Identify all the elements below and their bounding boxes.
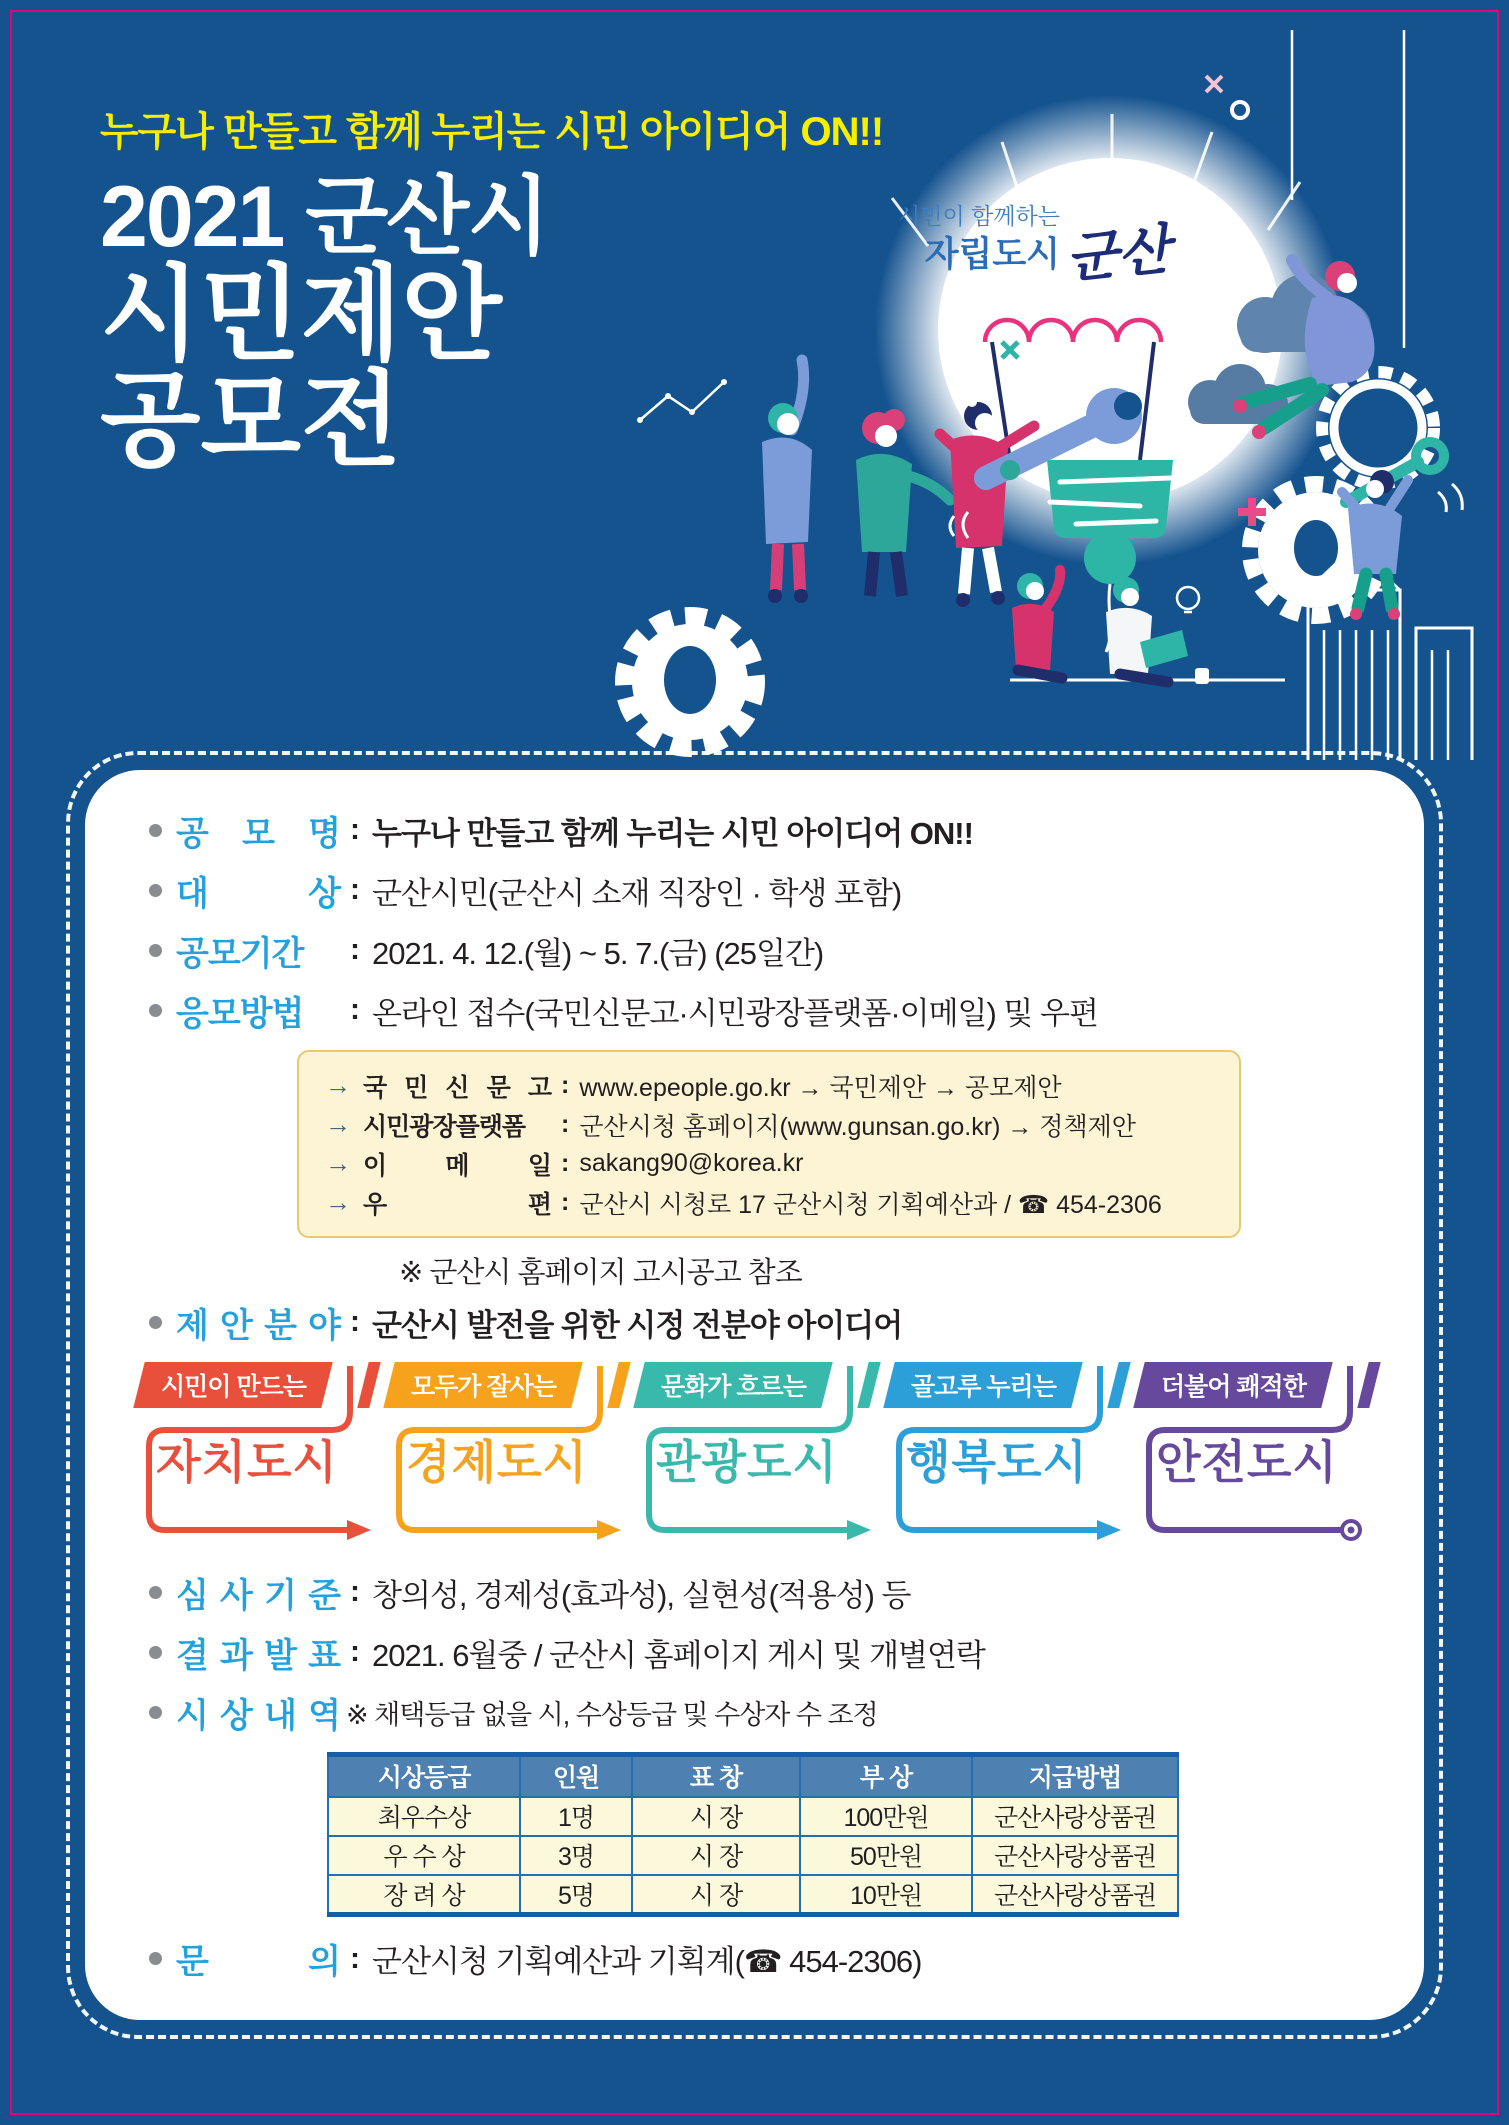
submission-row-epeople: → 국 민 신 문 고 : www.epeople.go.kr → 국민제안 → 공모제안: [325, 1070, 1062, 1102]
results-row: 결 과 발 표 : 2021. 6월중 / 군산시 홈페이지 게시 및 개별연락: [149, 1632, 1368, 1672]
homepage-note: ※ 군산시 홈페이지 고시공고 참조: [399, 1257, 802, 1289]
category-banner-haengbok: [885, 1362, 1118, 1552]
info-row-contest-name: 공 모 명 : 누구나 만들고 함께 누리는 시민 아이디어 ON!!: [149, 810, 1368, 850]
table-row: [328, 1836, 1178, 1875]
table-cell: 시 장: [632, 1797, 800, 1836]
awards-note: ※ 채택등급 없을 시, 수상등급 및 수상자 수 조정: [346, 1699, 878, 1730]
bullet-icon: [149, 1586, 162, 1599]
arrow-icon: →: [325, 1070, 351, 1100]
poster-title: [100, 169, 549, 480]
info-label: 공 모 명: [176, 814, 340, 853]
banner-name: 자치도시: [156, 1436, 338, 1488]
logo-mark: 군산: [1062, 219, 1174, 290]
banner-ribbon: 더불어 쾌적한: [1133, 1362, 1332, 1408]
category-banner-gyeongje: [385, 1362, 618, 1552]
xo-marks-icon: [1206, 76, 1248, 118]
table-cell: 시 장: [632, 1836, 800, 1875]
banner-ribbon: 문화가 흐르는: [633, 1362, 832, 1408]
bullet-icon: [149, 1646, 162, 1659]
bullet-icon: [149, 1952, 162, 1965]
arrow-icon: →: [325, 1148, 351, 1178]
banner-ribbon: 모두가 잘사는: [383, 1362, 582, 1408]
info-value: 군산시민(군산시 소재 직장인 · 학생 포함): [372, 875, 902, 911]
logo-line-2: 자립도시: [924, 235, 1060, 274]
table-cell: 군산사랑상품권: [972, 1836, 1178, 1875]
table-header-cell: 부 상: [800, 1755, 972, 1797]
title-line-2: 시민제안: [100, 257, 502, 374]
info-value: 온라인 접수(국민신문고·시민광장플랫폼·이메일) 및 우편: [372, 995, 1098, 1031]
banner-ribbon: 골고루 누리는: [883, 1362, 1082, 1408]
info-label: 공모기간: [176, 934, 304, 973]
table-cell: 3명: [520, 1836, 632, 1875]
table-cell: 군산사랑상품권: [972, 1797, 1178, 1836]
content-card: [85, 770, 1424, 2020]
table-cell: 100만원: [800, 1797, 972, 1836]
info-row-period: 공모기간 : 2021. 4. 12.(월) ~ 5. 7.(금) (25일간): [149, 930, 1368, 970]
info-row-target: 대 상 : 군산시민(군산시 소재 직장인 · 학생 포함): [149, 870, 1368, 910]
info-label: 대 상: [176, 874, 340, 913]
table-cell: 5명: [520, 1875, 632, 1915]
banner-name: 안전도시: [1156, 1436, 1338, 1488]
proposal-field-row: 제 안 분 야 : 군산시 발전을 위한 시정 전분야 아이디어: [149, 1302, 1368, 1342]
banner-ribbon: 시민이 만드는: [133, 1362, 332, 1408]
table-header-cell: 표 창: [632, 1755, 800, 1797]
table-cell: 장 려 상: [328, 1875, 520, 1915]
bullet-icon: [149, 1706, 162, 1719]
submission-row-mail: → 우 편 : 군산시 시청로 17 군산시청 기획예산과 / ☎ 454-2306: [325, 1187, 1162, 1219]
banner-name: 경제도시: [406, 1436, 588, 1488]
bulb-doodle-icon: [1177, 587, 1199, 609]
bullet-icon: [149, 824, 162, 837]
category-banner-gwangwang: [635, 1362, 868, 1552]
table-row: [328, 1875, 1178, 1915]
banner-name: 관광도시: [656, 1436, 838, 1488]
arrow-icon: →: [325, 1187, 351, 1217]
info-value: 2021. 4. 12.(월) ~ 5. 7.(금) (25일간): [372, 935, 824, 971]
submission-box: [297, 1050, 1241, 1238]
bullet-icon: [149, 1316, 162, 1329]
awards-row: 시 상 내 역 ※ 채택등급 없을 시, 수상등급 및 수상자 수 조정: [149, 1692, 1368, 1732]
title-line-1: 2021 군산시: [100, 169, 549, 265]
gear-icon: [624, 616, 756, 748]
submission-row-email: → 이 메 일 : sakang90@korea.kr: [325, 1148, 804, 1180]
info-label: 응모방법: [176, 994, 304, 1033]
table-cell: 10만원: [800, 1875, 972, 1915]
title-line-3: 공모전: [100, 363, 402, 480]
table-cell: 최우수상: [328, 1797, 520, 1836]
poster-slogan: 누구나 만들고 함께 누리는 시민 아이디어 ON!!: [100, 110, 884, 154]
info-row-method: 응모방법 : 온라인 접수(국민신문고·시민광장플랫폼·이메일) 및 우편: [149, 990, 1368, 1030]
table-header-cell: 지급방법: [972, 1755, 1178, 1797]
table-cell: 우 수 상: [328, 1836, 520, 1875]
table-cell: 군산사랑상품권: [972, 1875, 1178, 1915]
banner-name: 행복도시: [906, 1436, 1088, 1488]
bullet-icon: [149, 884, 162, 897]
info-value: 누구나 만들고 함께 누리는 시민 아이디어 ON!!: [372, 815, 973, 851]
table-header-cell: 시상등급: [328, 1755, 520, 1797]
awards-table: [327, 1752, 1179, 1917]
judging-row: 심 사 기 준 : 창의성, 경제성(효과성), 실현성(적용성) 등: [149, 1572, 1368, 1612]
category-banner-jachi: [135, 1362, 368, 1552]
arrow-icon: →: [325, 1109, 351, 1139]
table-cell: 50만원: [800, 1836, 972, 1875]
table-cell: 시 장: [632, 1875, 800, 1915]
bulb-base: [1047, 460, 1173, 538]
bullet-icon: [149, 944, 162, 957]
table-header-row: [328, 1755, 1178, 1797]
table-cell: 1명: [520, 1797, 632, 1836]
bullet-icon: [149, 1004, 162, 1017]
table-header-cell: 인원: [520, 1755, 632, 1797]
submission-row-platform: → 시민광장플랫폼 : 군산시청 홈페이지(www.gunsan.go.kr) → 정책제안: [325, 1109, 1136, 1141]
logo-line-1: 시민이 함께하는: [898, 203, 1060, 229]
category-banner-anjeon: [1135, 1362, 1368, 1552]
category-banners: [135, 1362, 1368, 1552]
contact-row: 문 의 : 군산시청 기획예산과 기획계(☎ 454-2306): [149, 1939, 1368, 1979]
table-row: [328, 1797, 1178, 1836]
